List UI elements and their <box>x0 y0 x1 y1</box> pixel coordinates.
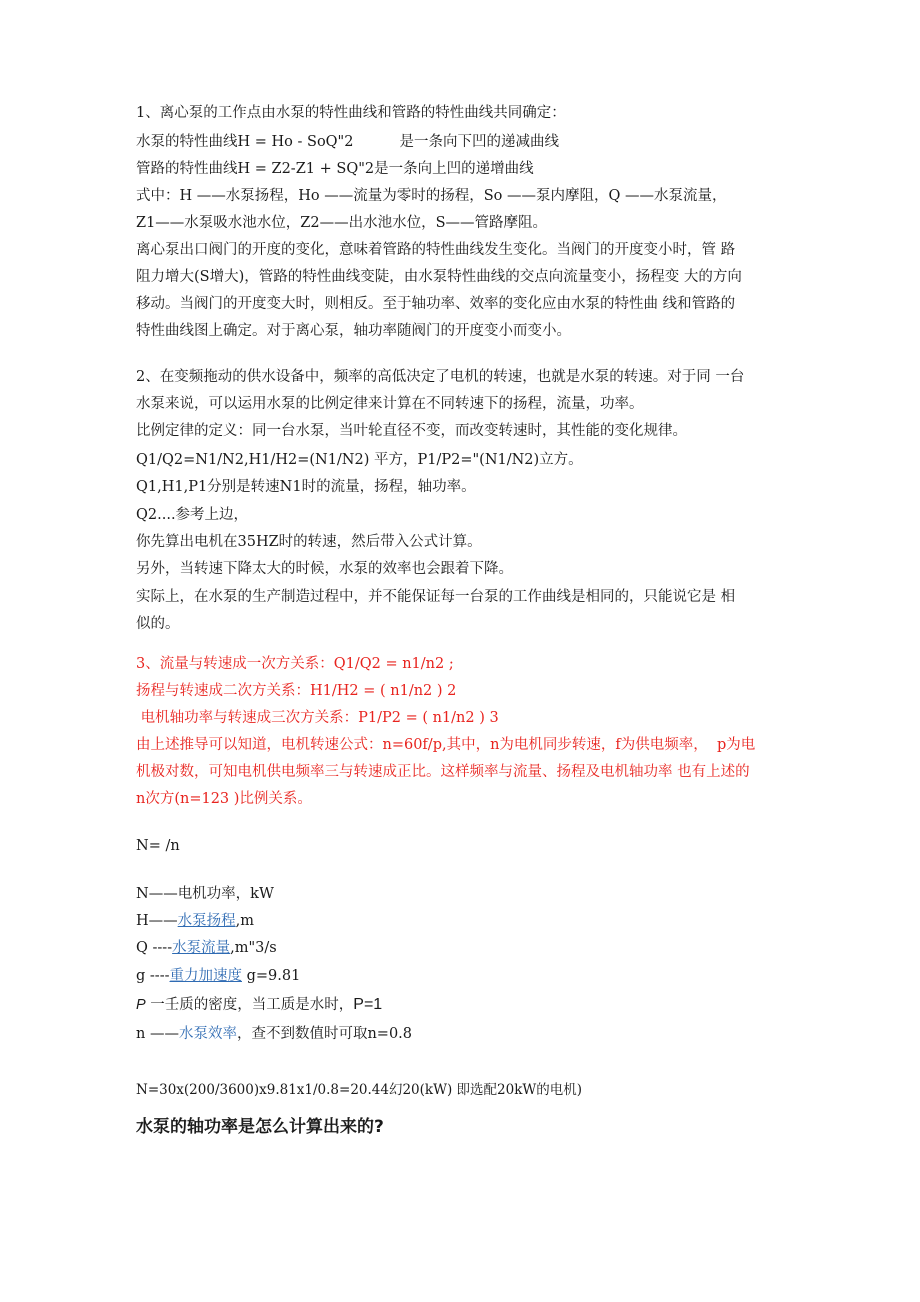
s2-line-10: 似的。 <box>136 616 180 632</box>
link-pump-efficiency[interactable]: 水泵效率 <box>178 1026 237 1042</box>
s1-line-4: 式中：H ——水泵扬程，Ho ——流量为零时的扬程，So ——泵内摩阻，Q ——水泵流量， <box>136 188 727 204</box>
pump-curve-desc: 是一条向下凹的递减曲线 <box>399 134 559 150</box>
question-heading: 水泵的轴功率是怎么计算出来的? <box>136 1117 384 1137</box>
s1-line-3: 管路的特性曲线H = Z2-Z1 + SQ"2是一条向上凹的递增曲线 <box>136 161 534 177</box>
def-g-value: g=9.81 <box>242 968 301 984</box>
def-rho-text: 一壬质的密度，当工质是水时， <box>145 997 354 1013</box>
s2-line-4: Q1/Q2=N1/N2,H1/H2=(N1/N2) 平方，P1/P2="(N1/N2)立方。 <box>136 452 583 468</box>
s3-line-4: 由上述推导可以知道，电机转速公式：n=60f/p,其中，n为电机同步转速，f为供电频率， p为电 <box>136 737 756 753</box>
s2-line-1: 2、在变频拖动的供水设备中，频率的高低决定了电机的转速，也就是水泵的转速。对于同 一台 <box>136 369 745 385</box>
def-n: N——电机功率，kW <box>136 886 274 902</box>
s2-line-9: 实际上，在水泵的生产制造过程中，并不能保证每一台泵的工作曲线是相同的，只能说它是 相 <box>136 589 736 605</box>
link-pump-head[interactable]: 水泵扬程 <box>177 913 236 929</box>
s2-line-8: 另外，当转速下降太大的时候，水泵的效率也会跟着下降。 <box>136 561 513 577</box>
s2-line-3: 比例定律的定义：同一台水泵，当叶轮直径不变，而改变转速时，其性能的变化规律。 <box>136 423 687 439</box>
s3-line-3: 电机轴功率与转速成三次方关系：P1/P2 = ( n1/n2 ) 3 <box>136 710 499 726</box>
s1-line-6: 离心泵出口阀门的开度的变化，意味着管路的特性曲线发生变化。当阀门的开度变小时，管 路 <box>136 242 736 258</box>
def-q-symbol: Q ---- <box>136 940 173 956</box>
def-q-unit: ,m"3/s <box>230 940 277 956</box>
def-h-unit: ,m <box>235 913 255 929</box>
power-formula: N= /n <box>136 838 180 854</box>
def-eta-symbol: n —— <box>136 1026 179 1042</box>
link-pump-flow[interactable]: 水泵流量 <box>172 940 231 956</box>
def-g-symbol: g ---- <box>136 968 170 984</box>
link-gravity[interactable]: 重力加速度 <box>169 968 242 984</box>
s1-line-8: 移动。当阀门的开度变大时，则相反。至于轴功率、效率的变化应由水泵的特性曲 线和管路的 <box>136 296 736 312</box>
s3-line-1: 3、流量与转速成一次方关系：Q1/Q2 = n1/n2 ; <box>136 656 454 672</box>
s2-line-6: Q2....参考上边， <box>136 507 249 523</box>
def-h-symbol: H—— <box>136 913 178 929</box>
s3-line-2: 扬程与转速成二次方关系：H1/H2 = ( n1/n2 ) 2 <box>136 683 457 699</box>
def-rho-symbol: P <box>136 997 146 1013</box>
def-eta <box>136 1021 412 1047</box>
pump-curve-formula: 水泵的特性曲线H = Ho - SoQ"2 <box>136 134 354 150</box>
def-eta-text: ，查不到数值时可取n=0.8 <box>236 1026 413 1042</box>
s2-line-7: 你先算出电机在35HZ时的转速，然后带入公式计算。 <box>136 534 482 550</box>
def-h <box>136 908 254 934</box>
s3-line-6: n次方(n=123 )比例关系。 <box>136 791 312 807</box>
def-rho-value: P=1 <box>353 996 383 1013</box>
def-rho <box>136 992 382 1018</box>
s2-line-2: 水泵来说，可以运用水泵的比例定律来计算在不同转速下的扬程，流量，功率。 <box>136 396 644 412</box>
s1-line-9: 特性曲线图上确定。对于离心泵，轴功率随阀门的开度变小而变小。 <box>136 323 571 339</box>
calc-example: N=30x(200/3600)x9.81x1/0.8=20.44幻20(kW) 即选配20kW的电机) <box>136 1082 583 1098</box>
s1-line-7: 阻力增大(S增大)，管路的特性曲线变陡，由水泵特性曲线的交点向流量变小，扬程变 大的方向 <box>136 269 742 285</box>
s2-line-5: Q1,H1,P1分别是转速N1时的流量，扬程，轴功率。 <box>136 479 476 495</box>
s1-line-5: Z1——水泵吸水池水位，Z2——出水池水位，S——管路摩阻。 <box>136 215 548 231</box>
s3-line-5: 机极对数，可知电机供电频率三与转速成正比。这样频率与流量、扬程及电机轴功率 也有上述的 <box>136 764 750 780</box>
def-g <box>136 963 300 989</box>
def-q <box>136 935 277 961</box>
s1-line-2 <box>136 129 559 155</box>
s1-line-1: 1、离心泵的工作点由水泵的特性曲线和管路的特性曲线共同确定： <box>136 105 566 121</box>
